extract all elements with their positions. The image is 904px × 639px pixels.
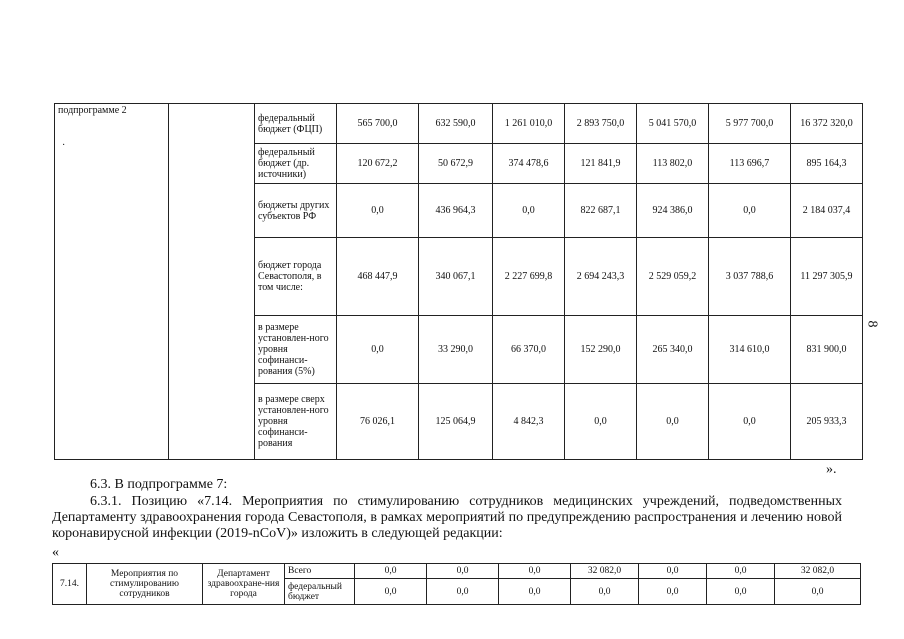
value-cell: 113 696,7 xyxy=(709,144,791,184)
value-cell: 3 037 788,6 xyxy=(709,238,791,316)
item-number-cell: 7.14. xyxy=(53,564,87,605)
value-cell: 66 370,0 xyxy=(493,316,565,384)
stray-mark: · xyxy=(62,140,66,151)
page-number: 8 xyxy=(864,320,880,328)
value-cell: 0,0 xyxy=(709,184,791,238)
table-row xyxy=(53,564,861,579)
opening-quote: « xyxy=(52,545,59,560)
value-cell: 0,0 xyxy=(499,564,571,579)
total-cell: 2 184 037,4 xyxy=(791,184,863,238)
value-cell: 0,0 xyxy=(337,316,419,384)
table-row xyxy=(55,104,863,144)
source-cell: федеральный бюджет (др. источники) xyxy=(255,144,337,184)
value-cell: 0,0 xyxy=(709,384,791,460)
value-cell: 2 529 059,2 xyxy=(637,238,709,316)
value-cell: 0,0 xyxy=(707,564,775,579)
value-cell: 0,0 xyxy=(639,579,707,605)
program-label-cell: подпрограмме 2 xyxy=(55,104,169,460)
value-cell: 32 082,0 xyxy=(571,564,639,579)
item-name-cell: Мероприятия по стимулированию сотрудников xyxy=(87,564,203,605)
value-cell: 2 227 699,8 xyxy=(493,238,565,316)
value-cell: 125 064,9 xyxy=(419,384,493,460)
value-cell: 4 842,3 xyxy=(493,384,565,460)
value-cell: 314 610,0 xyxy=(709,316,791,384)
value-cell: 50 672,9 xyxy=(419,144,493,184)
total-cell: 32 082,0 xyxy=(775,564,861,579)
value-cell: 340 067,1 xyxy=(419,238,493,316)
value-cell: 822 687,1 xyxy=(565,184,637,238)
value-cell: 924 386,0 xyxy=(637,184,709,238)
value-cell: 0,0 xyxy=(427,579,499,605)
source-cell: федеральный бюджет (ФЦП) xyxy=(255,104,337,144)
source-cell: в размере установлен-ного уровня софинанси-рования (5%) xyxy=(255,316,337,384)
executor-cell: Департамент здравоохране-ния города xyxy=(203,564,285,605)
value-cell: 2 694 243,3 xyxy=(565,238,637,316)
value-cell: 113 802,0 xyxy=(637,144,709,184)
total-cell: 831 900,0 xyxy=(791,316,863,384)
value-cell: 0,0 xyxy=(637,384,709,460)
value-cell: 0,0 xyxy=(707,579,775,605)
value-cell: 1 261 010,0 xyxy=(493,104,565,144)
body-paragraph: 6.3.1. Позицию «7.14. Мероприятия по стимулированию сотрудников медицинских учреждений, подведомственных Департаменту здравоохранения города Севастополя, в рамках мероприятий по предупреждению распространения и лечению новой коронавирусной инфекции (2019-nCoV)» изложить в следующей редакции: xyxy=(52,494,842,541)
closing-quote: ». xyxy=(826,462,837,477)
total-cell: 0,0 xyxy=(775,579,861,605)
total-cell: 16 372 320,0 xyxy=(791,104,863,144)
source-cell: бюджеты других субъектов РФ xyxy=(255,184,337,238)
value-cell: 0,0 xyxy=(355,564,427,579)
value-cell: 632 590,0 xyxy=(419,104,493,144)
source-cell: федеральный бюджет xyxy=(285,579,355,605)
value-cell: 0,0 xyxy=(639,564,707,579)
value-cell: 2 893 750,0 xyxy=(565,104,637,144)
value-cell: 76 026,1 xyxy=(337,384,419,460)
funding-table-subprogram-2 xyxy=(54,103,863,460)
value-cell: 468 447,9 xyxy=(337,238,419,316)
value-cell: 565 700,0 xyxy=(337,104,419,144)
value-cell: 33 290,0 xyxy=(419,316,493,384)
total-cell: 11 297 305,9 xyxy=(791,238,863,316)
value-cell: 5 977 700,0 xyxy=(709,104,791,144)
value-cell: 265 340,0 xyxy=(637,316,709,384)
value-cell: 0,0 xyxy=(355,579,427,605)
value-cell: 152 290,0 xyxy=(565,316,637,384)
empty-cell xyxy=(169,104,255,460)
total-cell: 205 933,3 xyxy=(791,384,863,460)
value-cell: 374 478,6 xyxy=(493,144,565,184)
value-cell: 5 041 570,0 xyxy=(637,104,709,144)
value-cell: 120 672,2 xyxy=(337,144,419,184)
value-cell: 121 841,9 xyxy=(565,144,637,184)
value-cell: 0,0 xyxy=(565,384,637,460)
total-cell: 895 164,3 xyxy=(791,144,863,184)
source-cell: Всего xyxy=(285,564,355,579)
value-cell: 0,0 xyxy=(499,579,571,605)
source-cell: в размере сверх установлен-ного уровня софинанси-рования xyxy=(255,384,337,460)
value-cell: 0,0 xyxy=(427,564,499,579)
value-cell: 0,0 xyxy=(493,184,565,238)
value-cell: 0,0 xyxy=(337,184,419,238)
section-heading: 6.3. В подпрограмме 7: xyxy=(90,477,228,492)
funding-table-item-7-14 xyxy=(52,563,861,605)
value-cell: 0,0 xyxy=(571,579,639,605)
source-cell: бюджет города Севастополя, в том числе: xyxy=(255,238,337,316)
value-cell: 436 964,3 xyxy=(419,184,493,238)
